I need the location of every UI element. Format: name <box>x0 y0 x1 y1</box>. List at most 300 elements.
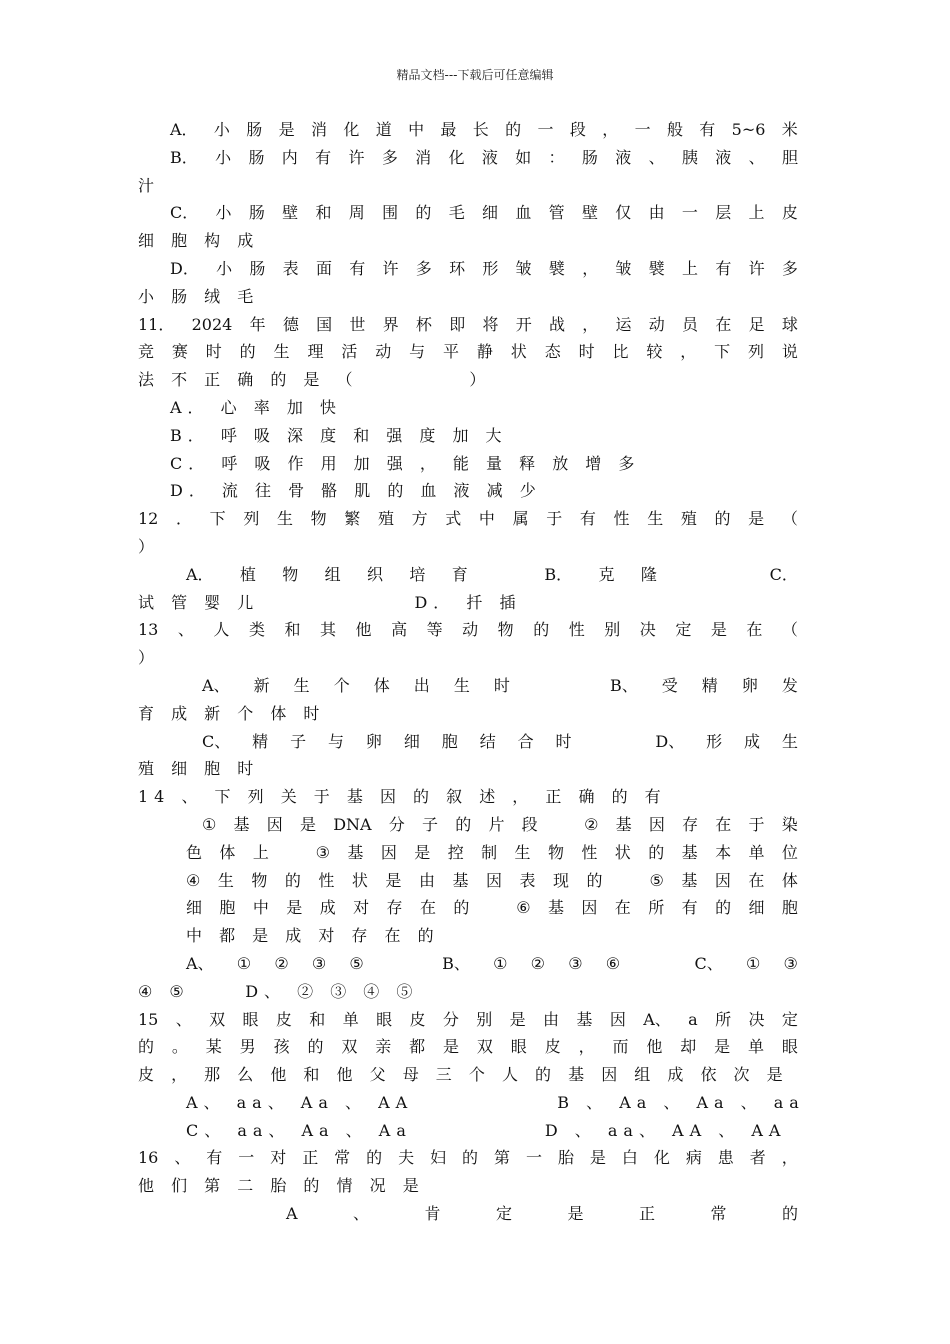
word: 襞 <box>548 258 565 278</box>
text-line <box>138 644 798 672</box>
word: 运 <box>615 314 632 334</box>
word: 上 <box>252 842 269 862</box>
line-text: A、 aa、 Aa 、 AA B 、 Aa 、 Aa 、 aa <box>186 1092 805 1112</box>
word: 德 <box>282 314 299 334</box>
word: 妇 <box>430 1148 447 1168</box>
word: 常 <box>334 1148 351 1168</box>
word: 环 <box>449 258 466 278</box>
word: 于 <box>748 814 765 834</box>
word: 都 <box>409 1037 426 1057</box>
word: 体 <box>219 842 236 862</box>
word: 基 <box>347 842 364 862</box>
line-text: 法 不 正 确 的 是 （ ） <box>138 370 492 390</box>
word: 2024 <box>191 314 233 334</box>
word: 的 <box>648 842 665 862</box>
word: 、 <box>353 1204 370 1224</box>
word: 基 <box>681 842 698 862</box>
word: 生 <box>514 842 531 862</box>
word: 员 <box>682 314 699 334</box>
word: 的 <box>366 1148 383 1168</box>
word: 多 <box>415 258 432 278</box>
text-line <box>138 1172 798 1200</box>
word: 动 <box>462 620 479 640</box>
word: 皱 <box>515 258 532 278</box>
word: 的 <box>533 620 550 640</box>
word: 小 <box>215 147 232 167</box>
word: B、 <box>442 953 470 973</box>
word: 性 <box>581 842 598 862</box>
word: 有 <box>715 258 732 278</box>
text-line <box>138 283 798 311</box>
word: 基 <box>615 814 632 834</box>
word: ③ <box>315 842 331 862</box>
word: 等 <box>426 620 443 640</box>
word: 双 <box>341 1037 358 1057</box>
word: 的 <box>715 898 732 918</box>
word: 一 <box>537 120 554 139</box>
word: C． <box>769 564 798 584</box>
word: 管 <box>548 203 565 223</box>
text-line <box>138 867 798 895</box>
word: 理 <box>307 342 324 362</box>
text-line <box>138 366 798 394</box>
word: 出 <box>413 675 430 695</box>
word: 壁 <box>282 203 299 223</box>
gap <box>683 561 743 589</box>
gap <box>534 672 586 700</box>
word: 肠 <box>246 120 263 139</box>
word: 患 <box>717 1148 734 1168</box>
gap <box>494 561 518 589</box>
text-line <box>138 950 798 978</box>
text-line <box>138 561 798 589</box>
gap <box>487 894 499 922</box>
word: 组 <box>324 564 341 584</box>
word: 双 <box>209 1009 226 1029</box>
line-text: ④ ⑤ D、 ② ③ ④ ⑤ <box>138 981 419 1001</box>
word: 界 <box>382 314 399 334</box>
document-body <box>138 116 805 1228</box>
word: 因 <box>714 870 731 890</box>
word: 别 <box>476 1009 493 1029</box>
word: 色 <box>186 842 203 862</box>
word: 围 <box>382 203 399 223</box>
word: 基 <box>547 898 564 918</box>
word: 。 <box>171 1037 188 1057</box>
word: 时 <box>555 731 572 751</box>
word: 表 <box>282 258 299 278</box>
word: 性 <box>318 870 335 890</box>
word: C、 <box>202 731 231 751</box>
word: 对 <box>353 898 370 918</box>
word: 孩 <box>273 1037 290 1057</box>
word: ⑤ <box>349 953 364 973</box>
word: 控 <box>447 842 464 862</box>
word: 战 <box>548 314 565 334</box>
word: 正 <box>638 1204 655 1224</box>
word: 胎 <box>557 1148 574 1168</box>
word: 亲 <box>375 1037 392 1057</box>
word: ② <box>584 814 599 834</box>
text-line <box>138 1089 805 1117</box>
word: 仅 <box>615 203 632 223</box>
word: 的 <box>138 1037 155 1057</box>
word: 夫 <box>398 1148 415 1168</box>
word: 育 <box>451 564 468 584</box>
word: 克 <box>598 564 615 584</box>
text-line <box>138 450 798 478</box>
word: ③ <box>311 953 327 973</box>
word: 的 <box>781 1204 798 1224</box>
word: 性 <box>568 620 585 640</box>
word: 表 <box>519 870 536 890</box>
word: 卵 <box>365 731 382 751</box>
word: 第 <box>494 1148 511 1168</box>
word: 12 <box>138 509 159 529</box>
word: B． <box>544 564 573 584</box>
word: 肯 <box>424 1204 441 1224</box>
word: 襞 <box>648 258 665 278</box>
word: 一 <box>525 1148 542 1168</box>
word: 壁 <box>581 203 598 223</box>
word: 体 <box>373 675 390 695</box>
word: 性 <box>613 509 630 529</box>
word: 消 <box>310 120 327 139</box>
word: 是 <box>299 814 316 834</box>
word: 开 <box>515 314 532 334</box>
text-line <box>138 477 798 505</box>
word: 化 <box>343 120 360 139</box>
word: 是 <box>278 120 295 139</box>
word: 态 <box>544 342 561 362</box>
word: 化 <box>653 1148 670 1168</box>
word: C、 <box>694 953 723 973</box>
word: 将 <box>482 314 499 334</box>
word: 血 <box>515 203 532 223</box>
word: 单 <box>748 1037 765 1057</box>
word: 类 <box>248 620 265 640</box>
text-line <box>138 311 798 339</box>
word: 化 <box>448 147 465 167</box>
word: a <box>688 1009 698 1029</box>
word: C． <box>170 203 199 223</box>
word: 受 <box>661 675 678 695</box>
word: ③ <box>783 953 798 973</box>
text-line <box>138 672 798 700</box>
word: 的 <box>239 342 256 362</box>
text-line <box>138 172 798 200</box>
text-line <box>138 1200 798 1228</box>
text-line <box>138 700 798 728</box>
word: 的 <box>455 814 472 834</box>
word: 段 <box>569 120 586 139</box>
word: （ <box>781 620 798 640</box>
word: 动 <box>375 342 392 362</box>
word: 时 <box>578 342 595 362</box>
word: 一 <box>238 1148 255 1168</box>
word: DNA <box>333 814 372 834</box>
word: ② <box>530 953 546 973</box>
word: 杯 <box>415 314 432 334</box>
word: 肠 <box>581 147 598 167</box>
word: 白 <box>621 1148 638 1168</box>
word: 因 <box>648 814 665 834</box>
word: 眼 <box>242 1009 259 1029</box>
word: 殖 <box>377 509 394 529</box>
word: ⑥ <box>605 953 621 973</box>
word: 小 <box>215 203 232 223</box>
word: 卵 <box>741 675 758 695</box>
line-text: C． 呼 吸 作 用 加 强 ， 能 量 释 放 增 多 <box>170 453 641 473</box>
word: 最 <box>440 120 457 139</box>
word: 皮 <box>409 1009 426 1029</box>
word: 年 <box>249 314 266 334</box>
word: 内 <box>281 147 298 167</box>
word: 却 <box>680 1037 697 1057</box>
word: 织 <box>366 564 383 584</box>
word: 别 <box>604 620 621 640</box>
word: 基 <box>452 870 469 890</box>
line-text: 殖 细 胞 时 <box>138 759 260 779</box>
word: 眼 <box>510 1037 527 1057</box>
word: 状 <box>510 342 527 362</box>
word: 基 <box>681 870 698 890</box>
word: 是 <box>589 1148 606 1168</box>
word: 液 <box>615 147 632 167</box>
word: 隆 <box>640 564 657 584</box>
word: 因 <box>380 842 397 862</box>
word: 是 <box>414 842 431 862</box>
word: 许 <box>382 258 399 278</box>
word: ④ <box>186 870 201 890</box>
gap <box>593 728 633 756</box>
word: ② <box>274 953 289 973</box>
word: 式 <box>445 509 462 529</box>
word: 子 <box>422 814 439 834</box>
word: 片 <box>488 814 505 834</box>
word: ， <box>680 342 697 362</box>
word: 精 <box>701 675 718 695</box>
word: ① <box>493 953 508 973</box>
word: 定 <box>675 620 692 640</box>
text-line <box>138 839 798 867</box>
word: 由 <box>418 870 435 890</box>
word: 胰 <box>681 147 698 167</box>
word: 成 <box>744 731 761 751</box>
word: 决 <box>639 620 656 640</box>
line-text: 他 们 第 二 胎 的 情 况 是 <box>138 1176 425 1196</box>
word: 单 <box>342 1009 359 1029</box>
word: 眼 <box>781 1037 798 1057</box>
gap <box>643 950 671 978</box>
line-text: 试 管 婴 儿 D． 扦 插 <box>138 592 522 612</box>
line-text: ） <box>138 648 161 668</box>
word: 消 <box>415 147 432 167</box>
word: 胞 <box>781 898 798 918</box>
text-line <box>138 1006 798 1034</box>
word: 的 <box>284 870 301 890</box>
word: 分 <box>442 1009 459 1029</box>
word: 说 <box>781 342 798 362</box>
word: 15 <box>138 1009 159 1029</box>
text-line <box>138 255 798 283</box>
word: 基 <box>576 1009 593 1029</box>
word: 的 <box>453 898 470 918</box>
gap <box>387 950 419 978</box>
word: 结 <box>479 731 496 751</box>
word: 形 <box>706 731 723 751</box>
word: 的 <box>586 870 603 890</box>
word: 的 <box>714 509 731 529</box>
word: 所 <box>648 898 665 918</box>
word: 有 <box>349 258 366 278</box>
word: A、 <box>202 675 230 695</box>
word: 物 <box>310 509 327 529</box>
word: 成 <box>319 898 336 918</box>
word: 于 <box>546 509 563 529</box>
word: 多 <box>381 147 398 167</box>
word: 时 <box>205 342 222 362</box>
word: 状 <box>614 842 631 862</box>
word: 细 <box>403 731 420 751</box>
word: 双 <box>476 1037 493 1057</box>
word: 正 <box>302 1148 319 1168</box>
word: 培 <box>409 564 426 584</box>
word: 子 <box>290 731 307 751</box>
word: 球 <box>781 314 798 334</box>
text-line <box>138 338 798 366</box>
word: 因 <box>485 870 502 890</box>
word: 繁 <box>344 509 361 529</box>
word: 对 <box>270 1148 287 1168</box>
text-line <box>138 978 798 1006</box>
word: 植 <box>239 564 256 584</box>
text-line <box>138 116 798 144</box>
word: 单 <box>748 842 765 862</box>
word: ① <box>745 953 761 973</box>
gap <box>555 811 567 839</box>
text-line <box>138 728 798 756</box>
word: 、 <box>175 1009 192 1029</box>
text-line <box>138 922 798 950</box>
word: A． <box>186 564 214 584</box>
word: 因 <box>581 898 598 918</box>
word: 胆 <box>781 147 798 167</box>
word: 合 <box>517 731 534 751</box>
line-text: D． 流 往 骨 骼 肌 的 血 液 减 少 <box>170 481 542 501</box>
word: 与 <box>409 342 426 362</box>
text-line <box>138 589 798 617</box>
word: 小 <box>216 258 233 278</box>
word: （ <box>781 509 798 529</box>
word: 定 <box>781 1009 798 1029</box>
word: 人 <box>213 620 230 640</box>
word: 赛 <box>171 342 188 362</box>
word: 病 <box>685 1148 702 1168</box>
text-line <box>138 199 798 227</box>
word: 如 <box>515 147 532 167</box>
word: 小 <box>213 120 230 139</box>
word: 国 <box>316 314 333 334</box>
word: 是 <box>714 1037 731 1057</box>
word: 生 <box>276 509 293 529</box>
word: 的 <box>415 203 432 223</box>
word: 因 <box>609 1009 626 1029</box>
word: 基 <box>233 814 250 834</box>
word: 和 <box>315 203 332 223</box>
text-line <box>138 1117 798 1145</box>
word: ， <box>582 258 599 278</box>
word: 时 <box>493 675 510 695</box>
word: 生 <box>293 675 310 695</box>
word: 生 <box>781 731 798 751</box>
word: 、 <box>177 620 194 640</box>
word: 男 <box>239 1037 256 1057</box>
word: 平 <box>443 342 460 362</box>
word: 下 <box>209 509 226 529</box>
word: 在 <box>419 898 436 918</box>
text-line <box>138 616 798 644</box>
word: 物 <box>282 564 299 584</box>
word: 、 <box>648 147 665 167</box>
word: 的 <box>307 1037 324 1057</box>
word: 体 <box>781 870 798 890</box>
word: 、 <box>748 147 765 167</box>
word: 液 <box>481 147 498 167</box>
word: B、 <box>609 675 638 695</box>
word: 由 <box>648 203 665 223</box>
word: 一 <box>681 203 698 223</box>
word: 层 <box>715 203 732 223</box>
word: 的 <box>505 120 522 139</box>
word: 13 <box>138 620 159 640</box>
line-text: A． 心 率 加 快 <box>170 397 342 417</box>
word: 物 <box>251 870 268 890</box>
word: 16 <box>138 1148 159 1168</box>
word: 周 <box>348 203 365 223</box>
word: 道 <box>375 120 392 139</box>
word: 般 <box>666 120 683 139</box>
word: 是 <box>385 870 402 890</box>
text-line <box>138 783 798 811</box>
gap <box>286 839 298 867</box>
word: ， <box>578 1037 595 1057</box>
text-line <box>138 422 798 450</box>
word: 殖 <box>680 509 697 529</box>
word: ： <box>548 147 565 167</box>
text-line <box>138 505 798 533</box>
gap <box>620 867 632 895</box>
word: 他 <box>646 1037 663 1057</box>
word: 竞 <box>138 342 155 362</box>
word: 世 <box>349 314 366 334</box>
word: 列 <box>748 342 765 362</box>
word: 存 <box>682 814 699 834</box>
word: 有 <box>315 147 332 167</box>
line-text: 汁 <box>138 175 161 195</box>
line-text: 中 都 是 成 对 存 在 的 <box>186 926 440 946</box>
text-line <box>138 227 798 255</box>
word: 许 <box>348 147 365 167</box>
word: 生 <box>217 870 234 890</box>
word: 肠 <box>249 258 266 278</box>
word: 分 <box>388 814 405 834</box>
text-line <box>138 533 798 561</box>
word: 染 <box>781 814 798 834</box>
text-line <box>138 394 798 422</box>
word: 高 <box>391 620 408 640</box>
word: 长 <box>472 120 489 139</box>
